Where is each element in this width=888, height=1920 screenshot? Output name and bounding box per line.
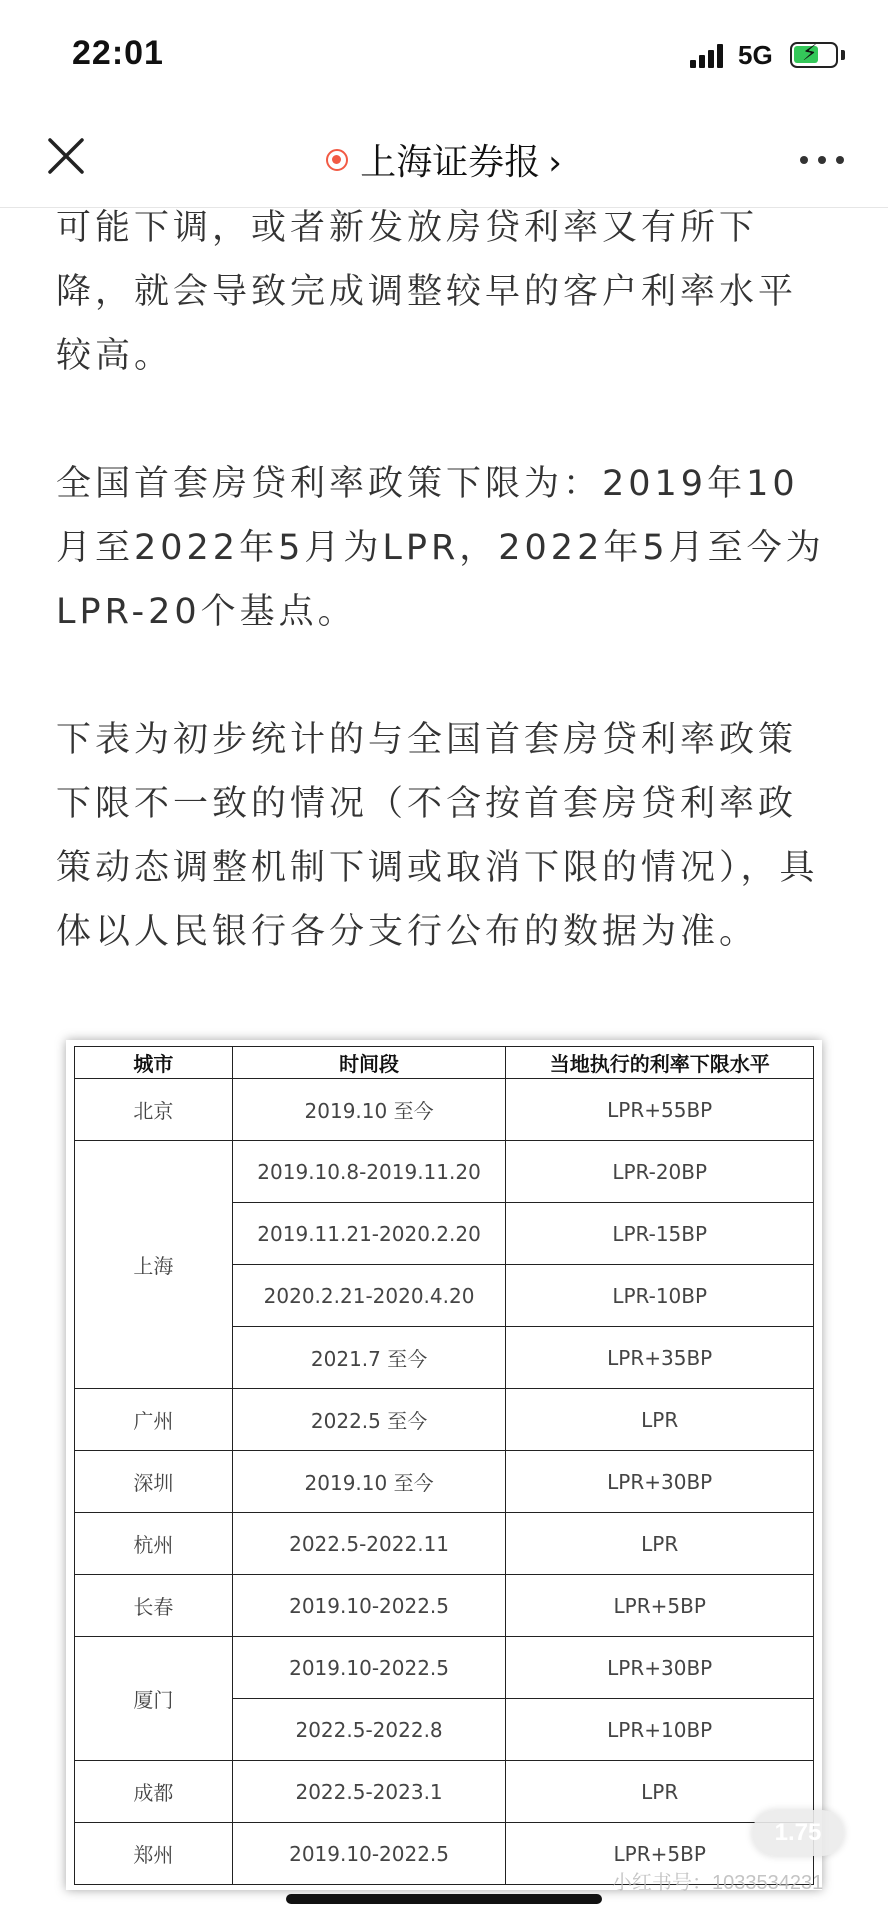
table-row xyxy=(75,1761,814,1823)
rate-cell: LPR-15BP xyxy=(506,1203,814,1265)
mortgage-rate-table xyxy=(74,1046,814,1885)
city-cell: 郑州 xyxy=(75,1823,233,1885)
account-name: 上海证券报 xyxy=(360,142,541,183)
article-paragraph: 全国首套房贷利率政策下限为：2019年10月至2022年5月为LPR，2022年5月至今为LPR-20个基点。 xyxy=(56,464,825,632)
rate-cell: LPR-10BP xyxy=(506,1265,814,1327)
rate-cell: LPR+30BP xyxy=(506,1451,814,1513)
table-row xyxy=(75,1141,814,1203)
rate-cell: LPR-20BP xyxy=(506,1141,814,1203)
article-paragraph: 下表为初步统计的与全国首套房贷利率政策下限不一致的情况（不含按首套房贷利率政策动态调整机制下调或取消下限的情况），具体以人民银行各分支行公布的数据为准。 xyxy=(56,720,819,952)
home-indicator[interactable] xyxy=(286,1894,602,1904)
article-body xyxy=(56,196,832,1028)
status-time: 22:01 xyxy=(72,34,164,72)
city-cell: 杭州 xyxy=(75,1513,233,1575)
city-cell: 成都 xyxy=(75,1761,233,1823)
status-bar xyxy=(0,0,888,110)
period-cell: 2019.10 至今 xyxy=(232,1079,506,1141)
period-cell: 2019.10-2022.5 xyxy=(232,1575,506,1637)
city-cell: 北京 xyxy=(75,1079,233,1141)
city-cell: 厦门 xyxy=(75,1637,233,1761)
header-city: 城市 xyxy=(75,1047,233,1079)
period-cell: 2022.5 至今 xyxy=(232,1389,506,1451)
account-dot-icon xyxy=(326,149,348,171)
battery-icon xyxy=(790,42,838,68)
rate-cell: LPR+5BP xyxy=(506,1823,814,1885)
table-row xyxy=(75,1389,814,1451)
table-row xyxy=(75,1451,814,1513)
period-cell: 2022.5-2023.1 xyxy=(232,1761,506,1823)
period-cell: 2019.11.21-2020.2.20 xyxy=(232,1203,506,1265)
period-cell: 2019.10-2022.5 xyxy=(232,1637,506,1699)
table-row xyxy=(75,1637,814,1699)
network-label: 5G xyxy=(738,40,773,70)
period-cell: 2021.7 至今 xyxy=(232,1327,506,1389)
period-cell: 2019.10 至今 xyxy=(232,1451,506,1513)
table-row xyxy=(75,1079,814,1141)
charging-bolt-icon: ⚡ xyxy=(802,41,818,66)
header-period: 时间段 xyxy=(232,1047,506,1079)
floating-badge-button[interactable]: 1.75 xyxy=(752,1810,844,1856)
nav-bar xyxy=(0,110,888,208)
rate-cell: LPR xyxy=(506,1513,814,1575)
rate-cell: LPR xyxy=(506,1389,814,1451)
rate-cell: LPR xyxy=(506,1761,814,1823)
table-row xyxy=(75,1575,814,1637)
rate-cell: LPR+30BP xyxy=(506,1637,814,1699)
table-image[interactable] xyxy=(66,1040,822,1890)
rate-cell: LPR+35BP xyxy=(506,1327,814,1389)
table-header-row xyxy=(75,1047,814,1079)
article-paragraph: 可能下调，或者新发放房贷利率又有所下降，就会导致完成调整较早的客户利率水平较高。 xyxy=(56,208,798,376)
rate-cell: LPR+10BP xyxy=(506,1699,814,1761)
header-rate: 当地执行的利率下限水平 xyxy=(506,1047,814,1079)
account-title-link[interactable] xyxy=(0,134,888,185)
city-cell: 深圳 xyxy=(75,1451,233,1513)
table-row xyxy=(75,1513,814,1575)
period-cell: 2020.2.21-2020.4.20 xyxy=(232,1265,506,1327)
city-cell: 长春 xyxy=(75,1575,233,1637)
period-cell: 2019.10-2022.5 xyxy=(232,1823,506,1885)
more-button[interactable] xyxy=(800,156,844,166)
period-cell: 2019.10.8-2019.11.20 xyxy=(232,1141,506,1203)
chevron-right-icon: › xyxy=(548,143,562,183)
city-cell: 上海 xyxy=(75,1141,233,1389)
city-cell: 广州 xyxy=(75,1389,233,1451)
watermark-text: 小红书号：1033534231 xyxy=(612,1872,824,1894)
rate-cell: LPR+5BP xyxy=(506,1575,814,1637)
rate-cell: LPR+55BP xyxy=(506,1079,814,1141)
period-cell: 2022.5-2022.8 xyxy=(232,1699,506,1761)
period-cell: 2022.5-2022.11 xyxy=(232,1513,506,1575)
signal-icon xyxy=(690,44,724,68)
